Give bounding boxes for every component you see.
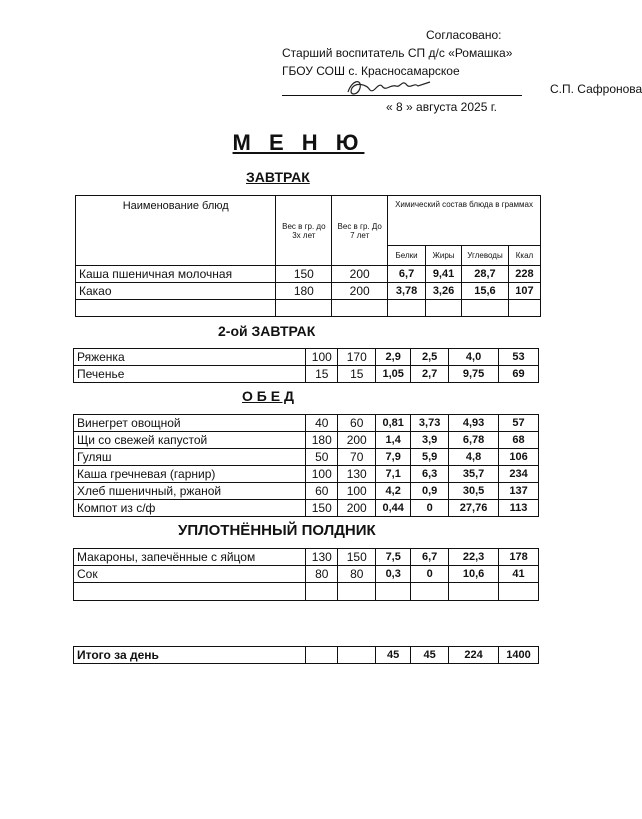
dish-name-cell: Ряженка	[74, 349, 306, 366]
total-fat: 45	[411, 647, 449, 664]
protein-cell: 7,5	[376, 549, 411, 566]
kcal-cell: 234	[499, 466, 539, 483]
table-row	[74, 432, 539, 449]
kcal-cell: 178	[499, 549, 539, 566]
weight-7-cell: 100	[338, 483, 376, 500]
carbs-cell: 27,76	[449, 500, 499, 517]
table-row	[76, 266, 541, 283]
carbs-cell: 4,0	[449, 349, 499, 366]
table-row-empty	[74, 583, 539, 601]
breakfast-table	[75, 195, 541, 317]
protein-cell: 1,4	[376, 432, 411, 449]
protein-cell: 2,9	[376, 349, 411, 366]
weight-3-cell: 180	[276, 283, 332, 300]
header-weight-3: Вес в гр. до 3х лет	[276, 196, 332, 266]
carbs-cell: 9,75	[449, 366, 499, 383]
header-name: Наименование блюд	[76, 196, 276, 266]
dish-name-cell: Каша гречневая (гарнир)	[74, 466, 306, 483]
fat-cell: 3,73	[411, 415, 449, 432]
total-carbs: 224	[449, 647, 499, 664]
header-protein: Белки	[388, 246, 426, 266]
dish-name-cell: Хлеб пшеничный, ржаной	[74, 483, 306, 500]
total-row	[74, 647, 539, 664]
protein-cell: 0,44	[376, 500, 411, 517]
carbs-cell: 15,6	[462, 283, 509, 300]
dish-name-cell: Какао	[76, 283, 276, 300]
breakfast2-table	[73, 348, 539, 383]
weight-7-cell: 200	[332, 283, 388, 300]
weight-3-cell: 150	[306, 500, 338, 517]
protein-cell: 3,78	[388, 283, 426, 300]
protein-cell: 7,1	[376, 466, 411, 483]
table-row	[74, 566, 539, 583]
protein-cell: 6,7	[388, 266, 426, 283]
kcal-cell: 107	[508, 283, 540, 300]
total-kcal: 1400	[498, 647, 538, 664]
fat-cell: 0	[411, 566, 449, 583]
protein-cell: 1,05	[376, 366, 411, 383]
signer-name: С.П. Сафронова	[550, 82, 642, 96]
total-label: Итого за день	[74, 647, 306, 664]
carbs-cell: 4,8	[449, 449, 499, 466]
weight-7-cell: 150	[338, 549, 376, 566]
weight-3-cell: 130	[306, 549, 338, 566]
weight-3-cell: 180	[306, 432, 338, 449]
fat-cell: 2,5	[411, 349, 449, 366]
weight-7-cell: 200	[338, 432, 376, 449]
weight-7-cell: 60	[338, 415, 376, 432]
header-weight-7: Вес в гр. До 7 лет	[332, 196, 388, 266]
kcal-cell: 69	[499, 366, 539, 383]
dish-name-cell: Макароны, запечённые с яйцом	[74, 549, 306, 566]
carbs-cell: 22,3	[449, 549, 499, 566]
protein-cell: 0,3	[376, 566, 411, 583]
protein-cell: 4,2	[376, 483, 411, 500]
weight-7-cell: 70	[338, 449, 376, 466]
table-row	[74, 549, 539, 566]
weight-7-cell: 170	[338, 349, 376, 366]
approval-line-2: ГБОУ СОШ с. Красносамарское	[282, 64, 460, 78]
approval-block	[282, 26, 642, 116]
carbs-cell: 28,7	[462, 266, 509, 283]
weight-7-cell: 200	[338, 500, 376, 517]
signature-row	[282, 80, 642, 98]
fat-cell: 0,9	[411, 483, 449, 500]
dish-name-cell: Каша пшеничная молочная	[76, 266, 276, 283]
weight-3-cell: 50	[306, 449, 338, 466]
table-row-empty	[76, 300, 541, 317]
weight-7-cell: 200	[332, 266, 388, 283]
table-row	[74, 500, 539, 517]
snack-table	[73, 548, 539, 601]
kcal-cell: 228	[508, 266, 540, 283]
header-chem: Химический состав блюда в граммах	[388, 196, 541, 246]
table-row	[74, 366, 539, 383]
kcal-cell: 106	[499, 449, 539, 466]
weight-3-cell: 60	[306, 483, 338, 500]
section-lunch: О Б Е Д	[242, 388, 294, 404]
fat-cell: 3,26	[426, 283, 462, 300]
header-kcal: Ккал	[508, 246, 540, 266]
dish-name-cell: Компот из с/ф	[74, 500, 306, 517]
table-row	[76, 283, 541, 300]
section-breakfast-2: 2-ой ЗАВТРАК	[218, 323, 316, 339]
protein-cell: 7,9	[376, 449, 411, 466]
weight-7-cell: 15	[338, 366, 376, 383]
kcal-cell: 137	[499, 483, 539, 500]
fat-cell: 6,7	[411, 549, 449, 566]
section-breakfast: ЗАВТРАК	[246, 169, 310, 185]
weight-7-cell: 130	[338, 466, 376, 483]
table-row	[74, 483, 539, 500]
carbs-cell: 6,78	[449, 432, 499, 449]
carbs-cell: 4,93	[449, 415, 499, 432]
table-row	[74, 415, 539, 432]
page-title: М Е Н Ю	[232, 130, 365, 155]
fat-cell: 6,3	[411, 466, 449, 483]
fat-cell: 3,9	[411, 432, 449, 449]
kcal-cell: 68	[499, 432, 539, 449]
carbs-cell: 10,6	[449, 566, 499, 583]
approval-title: Согласовано:	[426, 28, 502, 42]
approval-line-1: Старший воспитатель СП д/с «Ромашка»	[282, 46, 513, 60]
table-row	[74, 349, 539, 366]
header-carbs: Углеводы	[462, 246, 509, 266]
total-protein: 45	[376, 647, 411, 664]
weight-7-cell: 80	[338, 566, 376, 583]
section-snack: УПЛОТНЁННЫЙ ПОЛДНИК	[178, 522, 376, 539]
dish-name-cell: Печенье	[74, 366, 306, 383]
fat-cell: 0	[411, 500, 449, 517]
protein-cell: 0,81	[376, 415, 411, 432]
table-row	[74, 449, 539, 466]
dish-name-cell: Винегрет овощной	[74, 415, 306, 432]
approval-date: « 8 » августа 2025 г.	[386, 100, 497, 114]
carbs-cell: 35,7	[449, 466, 499, 483]
header-fat: Жиры	[426, 246, 462, 266]
handwritten-signature	[344, 76, 434, 100]
weight-3-cell: 100	[306, 466, 338, 483]
dish-name-cell: Гуляш	[74, 449, 306, 466]
weight-3-cell: 100	[306, 349, 338, 366]
kcal-cell: 57	[499, 415, 539, 432]
fat-cell: 9,41	[426, 266, 462, 283]
fat-cell: 5,9	[411, 449, 449, 466]
carbs-cell: 30,5	[449, 483, 499, 500]
table-row	[74, 466, 539, 483]
weight-3-cell: 80	[306, 566, 338, 583]
dish-name-cell: Щи со свежей капустой	[74, 432, 306, 449]
total-table	[73, 646, 539, 664]
weight-3-cell: 15	[306, 366, 338, 383]
fat-cell: 2,7	[411, 366, 449, 383]
dish-name-cell: Сок	[74, 566, 306, 583]
kcal-cell: 113	[499, 500, 539, 517]
kcal-cell: 53	[499, 349, 539, 366]
kcal-cell: 41	[499, 566, 539, 583]
lunch-table	[73, 414, 539, 517]
weight-3-cell: 40	[306, 415, 338, 432]
weight-3-cell: 150	[276, 266, 332, 283]
